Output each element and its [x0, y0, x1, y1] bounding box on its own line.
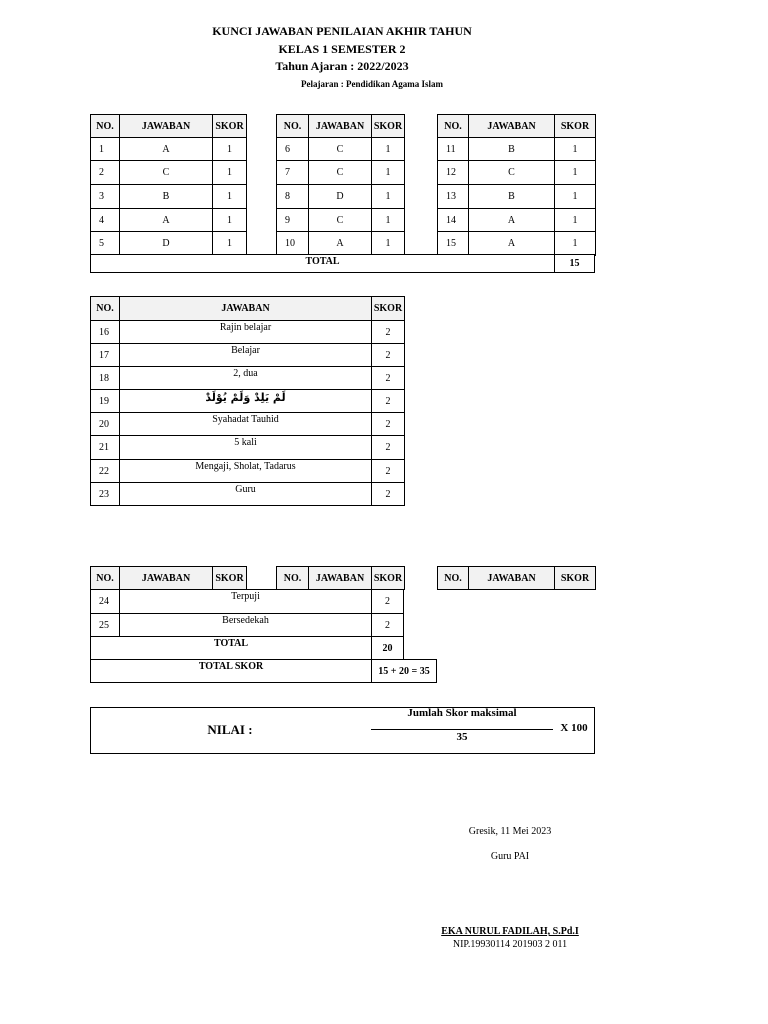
question-number: 2 — [90, 160, 120, 185]
score-cell: 1 — [212, 184, 247, 209]
answer-cell: A — [468, 208, 555, 232]
header-no: NO. — [90, 296, 120, 321]
nilai-numerator: Jumlah Skor maksimal — [407, 707, 517, 719]
fraction-line — [371, 729, 553, 730]
answer-cell: C — [119, 160, 213, 185]
total-value: 15 — [554, 254, 595, 273]
question-number: 10 — [276, 231, 309, 256]
question-number: 19 — [90, 389, 120, 413]
header-answer: JAWABAN — [119, 114, 213, 138]
question-number: 8 — [276, 184, 309, 209]
score-cell: 1 — [371, 184, 405, 209]
score-cell: 1 — [371, 231, 405, 256]
answer-cell: C — [308, 160, 372, 185]
score-cell: 1 — [212, 231, 247, 256]
question-number: 16 — [90, 320, 120, 344]
header-score: SKOR — [212, 114, 247, 138]
answer-cell: لَمْ يَلِدْ وَلَمْ يُوْلَدْ — [119, 389, 372, 413]
header-no: NO. — [276, 114, 309, 138]
document-title: KUNCI JAWABAN PENILAIAN AKHIR TAHUN — [212, 24, 472, 38]
score-cell: 2 — [371, 613, 404, 638]
total-label: TOTAL — [90, 636, 372, 660]
score-cell: 2 — [371, 459, 405, 483]
header-score: SKOR — [554, 114, 596, 138]
nilai-denominator: 35 — [456, 731, 468, 743]
question-number: 3 — [90, 184, 120, 209]
score-cell: 1 — [371, 160, 405, 185]
score-cell: 1 — [212, 160, 247, 185]
answer-cell: C — [308, 208, 372, 232]
question-number: 14 — [437, 208, 469, 232]
answer-cell: Terpuji — [119, 589, 372, 614]
score-cell: 1 — [554, 231, 596, 256]
score-cell: 2 — [371, 435, 405, 460]
total-score-label: TOTAL SKOR — [90, 659, 372, 683]
score-cell: 1 — [554, 208, 596, 232]
header-answer: JAWABAN — [468, 566, 555, 590]
score-cell: 1 — [212, 208, 247, 232]
header-no: NO. — [437, 566, 469, 590]
question-number: 11 — [437, 137, 469, 161]
score-cell: 1 — [554, 184, 596, 209]
answer-cell: A — [119, 137, 213, 161]
question-number: 20 — [90, 412, 120, 436]
teacher-nip: NIP.19930114 201903 2 011 — [452, 939, 568, 950]
school-year: Tahun Ajaran : 2022/2023 — [275, 59, 409, 73]
score-cell: 1 — [371, 208, 405, 232]
answer-cell: 2, dua — [119, 366, 372, 390]
score-cell: 2 — [371, 320, 405, 344]
answer-cell: C — [308, 137, 372, 161]
question-number: 17 — [90, 343, 120, 367]
header-score: SKOR — [371, 566, 405, 590]
answer-cell: Rajin belajar — [119, 320, 372, 344]
header-no: NO. — [90, 114, 120, 138]
answer-cell: B — [468, 137, 555, 161]
question-number: 9 — [276, 208, 309, 232]
score-cell: 1 — [554, 160, 596, 185]
score-cell: 1 — [212, 137, 247, 161]
answer-cell: A — [119, 208, 213, 232]
answer-cell: Mengaji, Sholat, Tadarus — [119, 459, 372, 483]
question-number: 21 — [90, 435, 120, 460]
answer-cell: D — [308, 184, 372, 209]
teacher-name: EKA NURUL FADILAH, S.Pd.I — [441, 926, 579, 937]
answer-cell: D — [119, 231, 213, 256]
header-no: NO. — [276, 566, 309, 590]
header-answer: JAWABAN — [308, 566, 372, 590]
subject-label: Pelajaran : Pendidikan Agama Islam — [300, 79, 443, 89]
header-score: SKOR — [371, 296, 405, 321]
header-score: SKOR — [554, 566, 596, 590]
question-number: 22 — [90, 459, 120, 483]
nilai-multiplier: X 100 — [560, 722, 588, 734]
answer-cell: C — [468, 160, 555, 185]
question-number: 18 — [90, 366, 120, 390]
nilai-label: NILAI : — [207, 722, 253, 737]
question-number: 4 — [90, 208, 120, 232]
teacher-role: Guru PAI — [490, 851, 530, 862]
total-label: TOTAL — [90, 254, 555, 273]
answer-cell: Bersedekah — [119, 613, 372, 638]
header-answer: JAWABAN — [119, 566, 213, 590]
score-cell: 2 — [371, 482, 405, 506]
question-number: 13 — [437, 184, 469, 209]
total-value: 20 — [371, 636, 404, 660]
answer-cell: A — [468, 231, 555, 256]
question-number: 15 — [437, 231, 469, 256]
header-answer: JAWABAN — [119, 296, 372, 321]
answer-cell: B — [468, 184, 555, 209]
header-no: NO. — [90, 566, 120, 590]
header-score: SKOR — [371, 114, 405, 138]
header-no: NO. — [437, 114, 469, 138]
question-number: 6 — [276, 137, 309, 161]
place-date: Gresik, 11 Mei 2023 — [468, 826, 552, 837]
answer-cell: Syahadat Tauhid — [119, 412, 372, 436]
question-number: 1 — [90, 137, 120, 161]
question-number: 23 — [90, 482, 120, 506]
header-answer: JAWABAN — [468, 114, 555, 138]
score-cell: 2 — [371, 589, 404, 614]
answer-cell: 5 kali — [119, 435, 372, 460]
class-label: KELAS 1 SEMESTER 2 — [278, 42, 406, 56]
answer-cell: Guru — [119, 482, 372, 506]
score-cell: 2 — [371, 366, 405, 390]
score-cell: 1 — [554, 137, 596, 161]
question-number: 25 — [90, 613, 120, 638]
answer-cell: B — [119, 184, 213, 209]
score-cell: 1 — [371, 137, 405, 161]
answer-cell: Belajar — [119, 343, 372, 367]
header-answer: JAWABAN — [308, 114, 372, 138]
header-score: SKOR — [212, 566, 247, 590]
score-cell: 2 — [371, 412, 405, 436]
answer-cell: A — [308, 231, 372, 256]
total-score-value: 15 + 20 = 35 — [371, 659, 437, 683]
question-number: 24 — [90, 589, 120, 614]
score-cell: 2 — [371, 343, 405, 367]
question-number: 7 — [276, 160, 309, 185]
question-number: 12 — [437, 160, 469, 185]
score-cell: 2 — [371, 389, 405, 413]
question-number: 5 — [90, 231, 120, 256]
